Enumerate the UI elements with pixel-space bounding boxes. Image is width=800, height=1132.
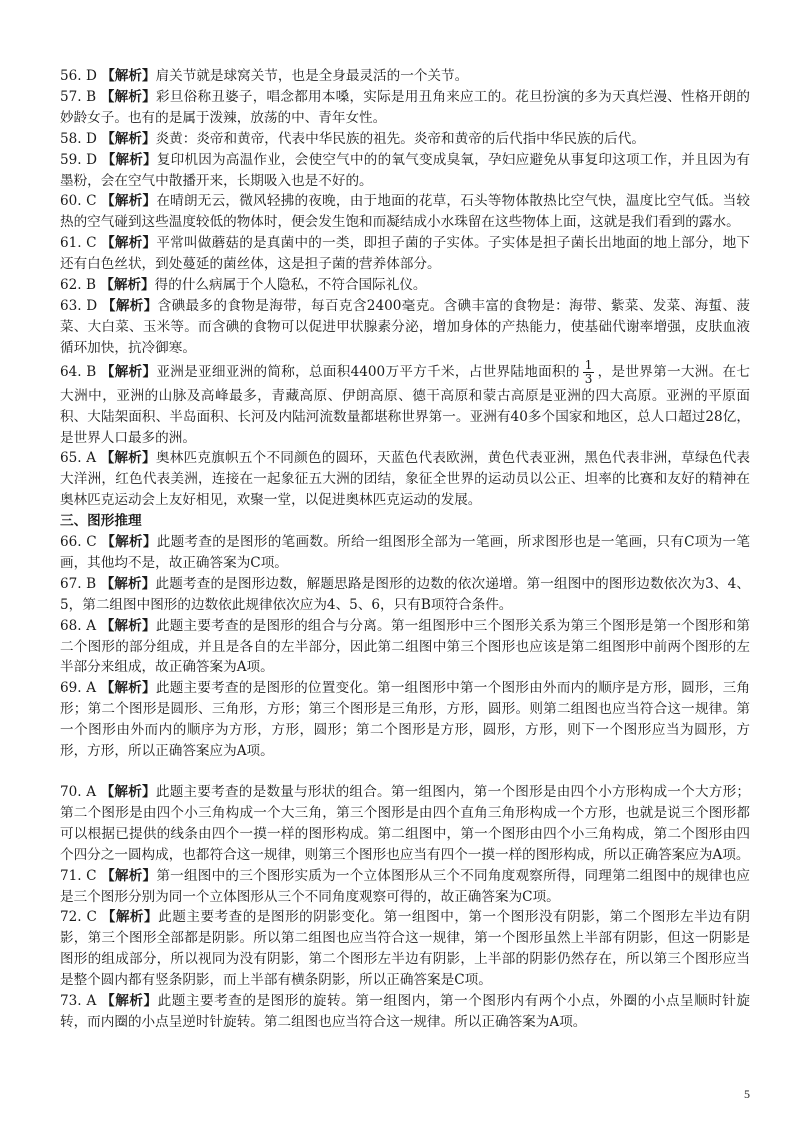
answer-item [60, 87, 750, 129]
item-text: 此题考查的是图形边数，解题思路是图形的边数的依次递增。第一组图中的图形边数依次为3、4、5，第二组图中图形的边数依此规律依次应为4、5、6，只有B项符合条件。 [60, 575, 751, 613]
item-answer: D [85, 68, 97, 84]
analysis-tag: 【解析】 [101, 193, 157, 210]
item-number: 64. [60, 363, 82, 380]
item-number: 58. [60, 130, 82, 147]
answer-item [60, 991, 750, 1033]
item-text-after: ，是世界第一大洲。在七大洲中，亚洲的山脉及高峰最多，青藏高原、伊朗高原、德干高原和蒙古高原是亚洲的四大高原。亚洲的平原面积、大陆架面积、半岛面积、长河及内陆河流数量都堪称世界第一。亚洲有40多个国家和地区，总人口超过28亿，是世界人口最多的洲。 [60, 363, 751, 446]
item-answer: C [86, 867, 97, 884]
item-answer: B [86, 363, 97, 380]
figure-reasoning-answers-part1 [60, 532, 750, 762]
item-answer: B [86, 575, 97, 592]
answer-item [60, 574, 750, 616]
answer-item [60, 150, 750, 192]
item-answer: A [86, 680, 97, 697]
item-text: 此题主要考查的是图形的组合与分离。第一组图形中三个图形关系为第三个图形是第一个图形和第二个图形的部分组成，并且是各自的左半部分，因此第二组图中第三个图形也应该是第二组图形中前两个图形的左半部分来组成，故正确答案为A项。 [60, 617, 751, 676]
item-answer: B [85, 277, 96, 294]
item-text: 含碘最多的食物是海带，每百克含2400毫克。含碘丰富的食物是：海带、紫菜、发菜、海蜇、菠菜、大白菜、玉米等。而含碘的食物可以促进甲状腺素分泌，增加身体的产热能力，使基础代谢率增强，皮肤血液循环加快，抗冷御寒。 [60, 297, 750, 356]
answer-item [60, 532, 750, 574]
item-text: 平常叫做蘑菇的是真菌中的一类，即担子菌的子实体。子实体是担子菌长出地面的地上部分，地下还有白色丝状，到处蔓延的菌丝体，这是担子菌的营养体部分。 [60, 235, 751, 273]
analysis-tag: 【解析】 [101, 993, 158, 1010]
item-number: 69. [60, 680, 82, 697]
item-text: 复印机因为高温作业，会使空气中的的氧气变成臭氧，孕妇应避免从事复印这项工作，并且因为有墨粉，会在空气中散播开来，长期吸入也是不好的。 [60, 151, 750, 189]
item-text: 得的什么病属于个人隐私，不符合国际礼仪。 [154, 277, 427, 294]
item-text: 奥林匹克旗帜五个不同颜色的圆环，天蓝色代表欧洲，黄色代表亚洲，黑色代表非洲，草绿色代表大洋洲，红色代表美洲，连接在一起象征五大洲的团结，象征全世界的运动员以公正、坦率的比赛和友好的精神在奥林匹克运动会上友好相见，欢聚一堂，以促进奥林匹克运动的发展。 [60, 450, 751, 509]
answer-item [60, 191, 750, 233]
analysis-tag: 【解析】 [101, 68, 156, 84]
analysis-tag: 【解析】 [101, 151, 157, 168]
item-answer: C [86, 534, 97, 551]
analysis-tag: 【解析】 [100, 88, 156, 105]
spacer [60, 762, 750, 782]
item-number: 57. [60, 88, 82, 105]
item-answer: A [86, 450, 97, 467]
analysis-tag: 【解析】 [101, 130, 156, 147]
item-number: 70. [60, 784, 82, 800]
item-text-before: 亚洲是亚细亚洲的简称，总面积4400万平方千米，占世界陆地面积的 [156, 363, 580, 380]
item-number: 59. [60, 151, 82, 168]
item-text: 此题考查的是图形的笔画数。所给一组图形全部为一笔画，所求图形也是一笔画，只有C项为一笔画，其他均不是，故正确答案为C项。 [60, 534, 750, 571]
item-text: 此题主要考查的是图形的旋转。第一组图内，第一个图形内有两个小点，外圈的小点呈顺时针旋转，而内圈的小点呈逆时针旋转。第二组图也应当符合这一规律。所以正确答案为A项。 [60, 993, 751, 1030]
item-number: 68. [60, 617, 82, 634]
section-title: 三、图形推理 [60, 513, 142, 530]
item-number: 65. [60, 450, 82, 467]
analysis-tag: 【解析】 [100, 575, 156, 592]
item-number: 63. [60, 297, 82, 314]
analysis-tag: 【解析】 [100, 680, 156, 697]
page-number: 5 [744, 1087, 750, 1101]
item-number: 61. [60, 235, 82, 252]
item-number: 73. [60, 993, 82, 1010]
item-number: 66. [60, 534, 82, 551]
analysis-tag: 【解析】 [101, 235, 157, 252]
analysis-tag: 【解析】 [100, 784, 156, 800]
item-answer: A [86, 617, 97, 634]
item-answer: C [86, 909, 97, 926]
item-text: 第一组图中的三个图形实质为一个立体图形从三个不同角度观察所得，同理第二组图中的规律也应是三个图形分别为同一个立体图形从三个不同角度观察可得的，故正确答案为C项。 [60, 867, 751, 905]
fraction-denominator: 3 [584, 371, 593, 386]
item-text: 肩关节就是球窝关节，也是全身最灵活的一个关节。 [155, 68, 469, 84]
analysis-tag: 【解析】 [100, 277, 155, 294]
analysis-tag: 【解析】 [100, 617, 156, 634]
item-number: 67. [60, 575, 82, 592]
analysis-tag: 【解析】 [101, 909, 159, 926]
item-answer: C [86, 235, 97, 252]
item-number: 56. [60, 68, 82, 84]
answer-item-64 [60, 359, 750, 449]
general-knowledge-answers [60, 66, 750, 359]
analysis-tag: 【解析】 [100, 450, 156, 467]
answer-item [60, 275, 750, 296]
item-text: 此题主要考查的是图形的阴影变化。第一组图中，第一个图形没有阴影，第二个图形左半边有阴影，第三个图形全部都是阴影。所以第二组图也应当符合这一规律，第一个图形虽然上半部有阴影，但这一阴影是图形的组成部分，所以视同为没有阴影，第二个图形左半边有阴影，上半部的阴影仍然存在，所以第三个图形应当是整个圆内都有竖条阴影，而上半部有横条阴影，所以正确答案是C项。 [60, 909, 751, 989]
answer-item [60, 866, 750, 908]
figure-reasoning-answers-part2 [60, 782, 750, 1033]
item-answer: A [86, 784, 97, 800]
answer-item [60, 66, 750, 87]
analysis-tag: 【解析】 [100, 363, 157, 380]
answer-item [60, 296, 750, 359]
item-text: 此题主要考查的是图形的位置变化。第一组图形中第一个图形由外而内的顺序是方形，圆形，三角形；第二个图形是圆形、三角形，方形；第三个图形是三角形，方形，圆形。则第二组图也应当符合这一规律。第一个图形由外而内的顺序为方形，方形，圆形；第二个图形是方形，圆形，方形，则下一个图形应当为圆形，方形，方形，所以正确答案应为A项。 [60, 680, 751, 760]
item-number: 62. [60, 277, 82, 294]
item-answer: D [85, 130, 97, 147]
analysis-tag: 【解析】 [101, 867, 157, 884]
analysis-tag: 【解析】 [101, 297, 158, 314]
answer-item [60, 616, 750, 679]
item-number: 71. [60, 867, 82, 884]
item-answer: D [86, 151, 98, 168]
answer-explanations [60, 66, 750, 1033]
item-text: 此题主要考查的是数量与形状的组合。第一组图内，第一个图形是由四个小方形构成一个大方形；第二个图形是由四个小三角构成一个大三角，第三个图形是由四个直角三角形构成一个方形，也就是说三个图形都可以根据已提供的线条由四个一摸一样的图形构成。第二组图中，第一个图形由四个小三角构成，第二个图形由四个四分之一圆构成，也都符合这一规律，则第三个图形也应当有四个一摸一样的图形构成，所以正确答案应为A项。 [60, 784, 751, 863]
item-text: 在晴朗无云，微风轻拂的夜晚，由于地面的花草，石头等物体散热比空气快，温度比空气低。当较热的空气碰到这些温度较低的物体时，便会发生饱和而凝结成小水珠留在这些物体上面，这就是我们看到的露水。 [60, 193, 751, 231]
item-number: 60. [60, 193, 82, 210]
item-answer: A [86, 993, 97, 1010]
item-text: 彩旦俗称丑婆子，唱念都用本嗓，实际是用丑角来应工的。花旦扮演的多为天真烂漫、性格开朗的妙龄女子。也有的是属于泼辣，放荡的中、青年女性。 [60, 88, 750, 126]
answer-item [60, 233, 750, 275]
fraction-numerator: 1 [584, 357, 593, 372]
item-answer: D [86, 297, 98, 314]
item-answer: B [86, 88, 97, 105]
answer-item [60, 907, 750, 991]
item-number: 72. [60, 909, 82, 926]
item-answer: C [86, 193, 97, 210]
answer-item [60, 782, 750, 866]
answer-item [60, 678, 750, 762]
fraction [583, 359, 595, 386]
analysis-tag: 【解析】 [101, 534, 157, 551]
answer-item [60, 129, 750, 150]
answer-item-65 [60, 448, 750, 511]
item-text: 炎黄：炎帝和黄帝，代表中华民族的祖先。炎帝和黄帝的后代指中华民族的后代。 [155, 130, 645, 147]
